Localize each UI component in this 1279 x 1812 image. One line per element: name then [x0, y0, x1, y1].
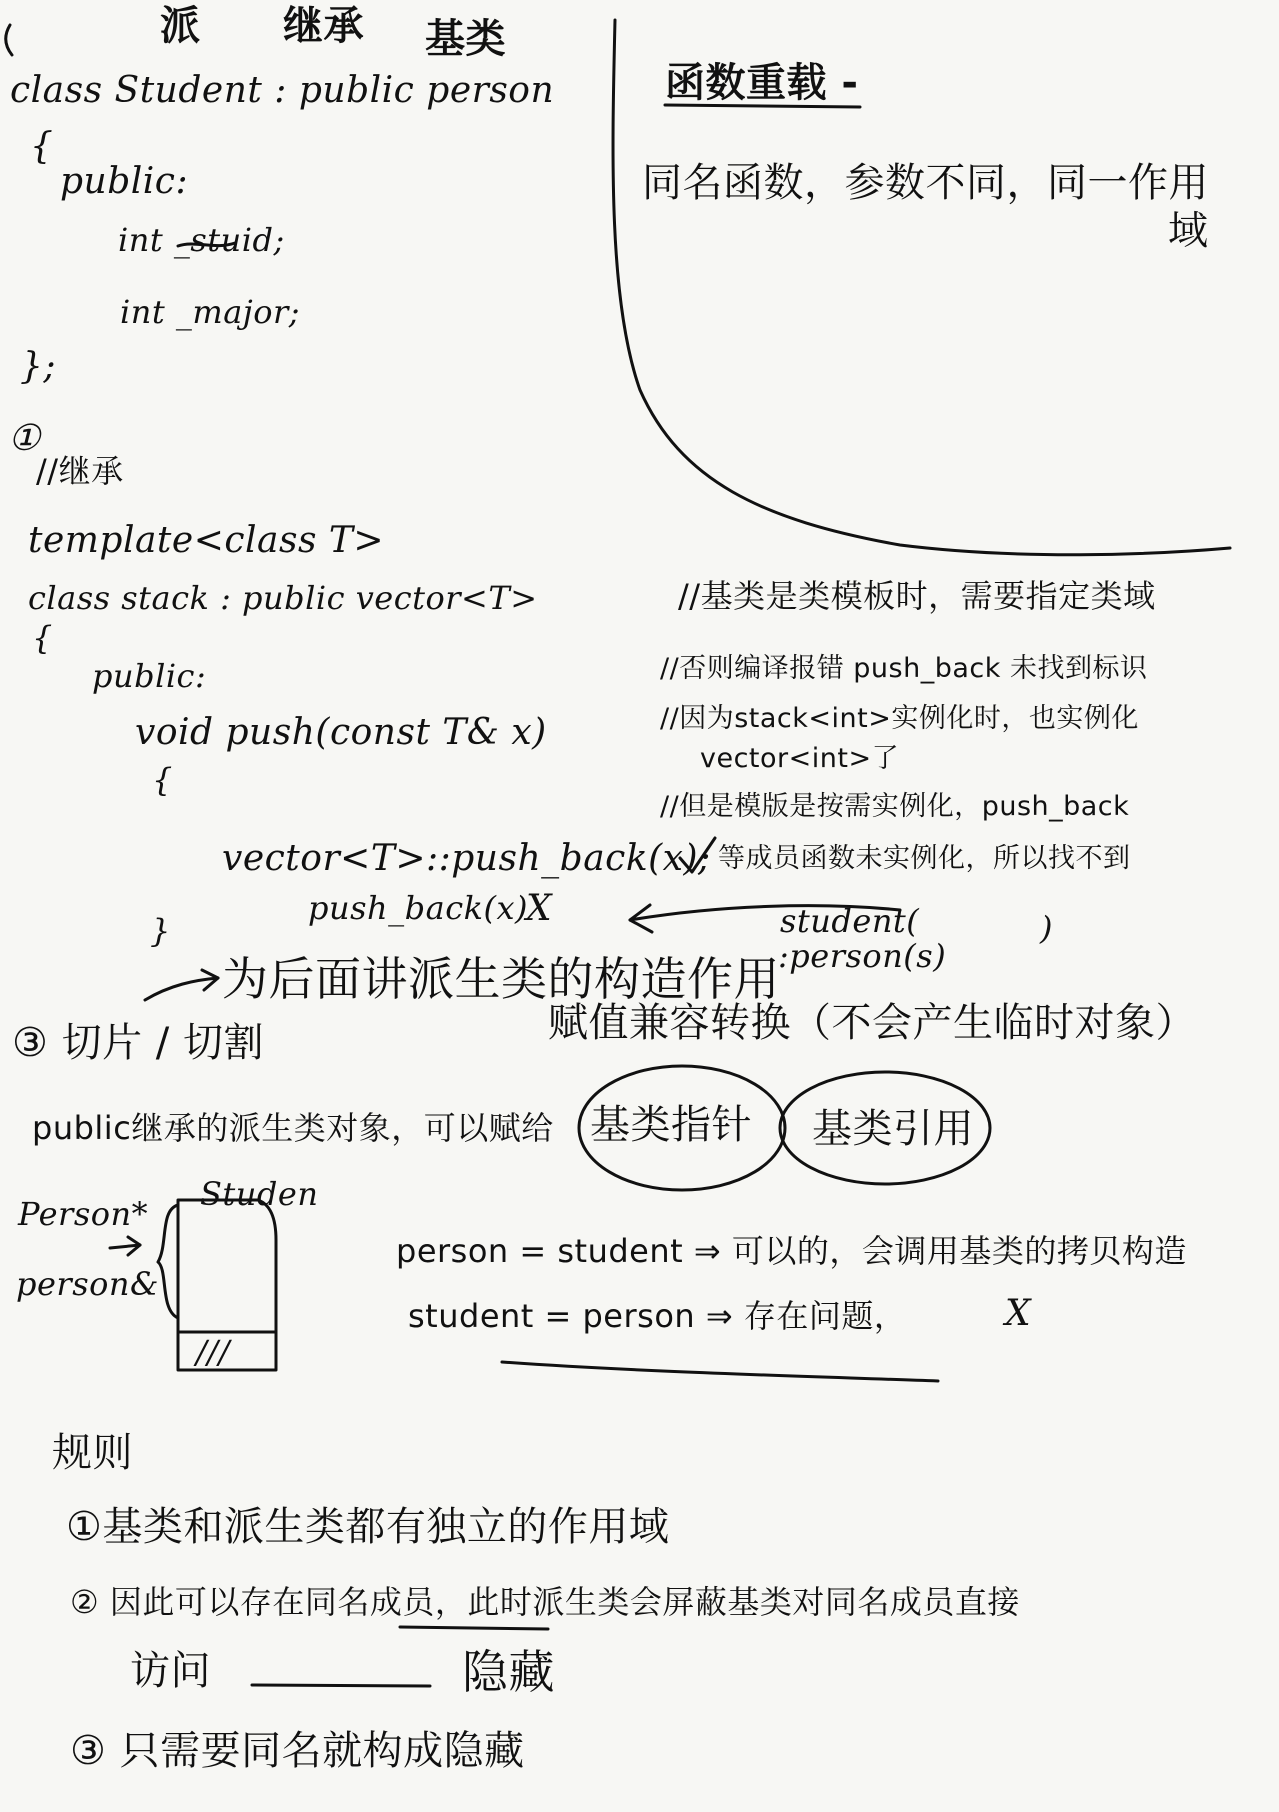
overload-body-2: 域: [1168, 208, 1209, 254]
forward-note: 为后面讲派生类的构造作用: [222, 952, 780, 1006]
stack-bad-call: push_back(x): [308, 889, 529, 927]
stack-method-close: }: [150, 912, 171, 950]
dash-hidden: [252, 1685, 430, 1686]
stack-note-2: //否则编译报错 push_back 未找到标识: [660, 653, 1148, 684]
stack-class-line: class stack : public vector<T>: [28, 579, 538, 617]
top-note-base: 基类: [425, 16, 506, 62]
assign-bad: student = person ⇒ 存在问题，: [408, 1297, 907, 1335]
rules-title: 规则: [52, 1430, 133, 1476]
student-ctor-paren: ): [1040, 909, 1053, 947]
slicing-conversion-note: 赋值兼容转换（不会产生临时对象）: [548, 1000, 1196, 1046]
overload-body-1: 同名函数，参数不同，同一作用: [642, 160, 1209, 206]
student-field-major: int _major;: [120, 293, 301, 331]
top-note-derived: 派: [160, 3, 201, 49]
stack-template-line: template<class T>: [28, 520, 385, 561]
stack-method-open: {: [152, 761, 173, 799]
top-note-inherit: 继承: [283, 3, 364, 49]
stack-method-signature: void push(const T& x): [135, 712, 547, 753]
stack-note-3: //因为stack<int>实例化时，也实例化: [660, 703, 1139, 734]
student-ctor-line-1: student(: [780, 902, 920, 940]
stack-access: public:: [92, 657, 207, 695]
assign-ok: person = student ⇒ 可以的，会调用基类的拷贝构造: [396, 1232, 1187, 1270]
underline-assign: [502, 1362, 938, 1381]
overload-title: 函数重载 -: [665, 60, 859, 106]
section-1-number: ①: [8, 418, 41, 459]
diagram-label: Studen: [200, 1175, 319, 1213]
assign-bad-mark: X: [1005, 1293, 1032, 1334]
stack-note-5: //但是模版是按需实例化，push_back: [660, 791, 1130, 822]
diagram-ptr-label: Person*: [18, 1195, 149, 1233]
rule-3: ③ 只需要同名就构成隐藏: [70, 1728, 525, 1774]
student-class-decl: class Student : public person: [10, 70, 555, 111]
diagram-slice-fill: ///: [196, 1333, 230, 1371]
rule-2-line-2-suffix: 隐藏: [462, 1645, 555, 1699]
slicing-title: ③ 切片 / 切割: [12, 1020, 264, 1066]
arrow-person-ptr: [110, 1245, 140, 1248]
stack-note-6: 等成员函数未实例化，所以找不到: [718, 843, 1131, 874]
student-open-brace: {: [30, 126, 54, 167]
diagram-brace: [158, 1205, 178, 1318]
slicing-base-reference: 基类引用: [812, 1106, 974, 1152]
stack-open-brace: {: [32, 619, 53, 657]
arrow-forward: [145, 978, 218, 1000]
student-close-brace: };: [20, 346, 57, 387]
rule-2-line-1: ② 因此可以存在同名成员，此时派生类会屏蔽基类对同名成员直接: [70, 1583, 1020, 1621]
stack-bad-mark: X: [526, 888, 553, 929]
rule-1: ①基类和派生类都有独立的作用域: [66, 1504, 670, 1550]
rule-2-line-2-prefix: 访问: [130, 1648, 211, 1694]
stack-note-1: //基类是类模板时，需要指定类域: [678, 577, 1156, 615]
student-ctor-line-2: :person(s): [778, 937, 947, 975]
stack-note-4: vector<int>了: [700, 743, 900, 774]
diagram-ref-label: person&: [16, 1265, 159, 1303]
student-field-stuid: int _stuid;: [118, 221, 285, 259]
stack-qualified-call: vector<T>::push_back(x);: [222, 838, 711, 879]
stack-comment: //继承: [36, 452, 124, 490]
slicing-base-pointer: 基类指针: [590, 1102, 752, 1148]
slicing-desc: public继承的派生类对象，可以赋给: [32, 1109, 554, 1147]
student-access: public:: [60, 161, 189, 202]
